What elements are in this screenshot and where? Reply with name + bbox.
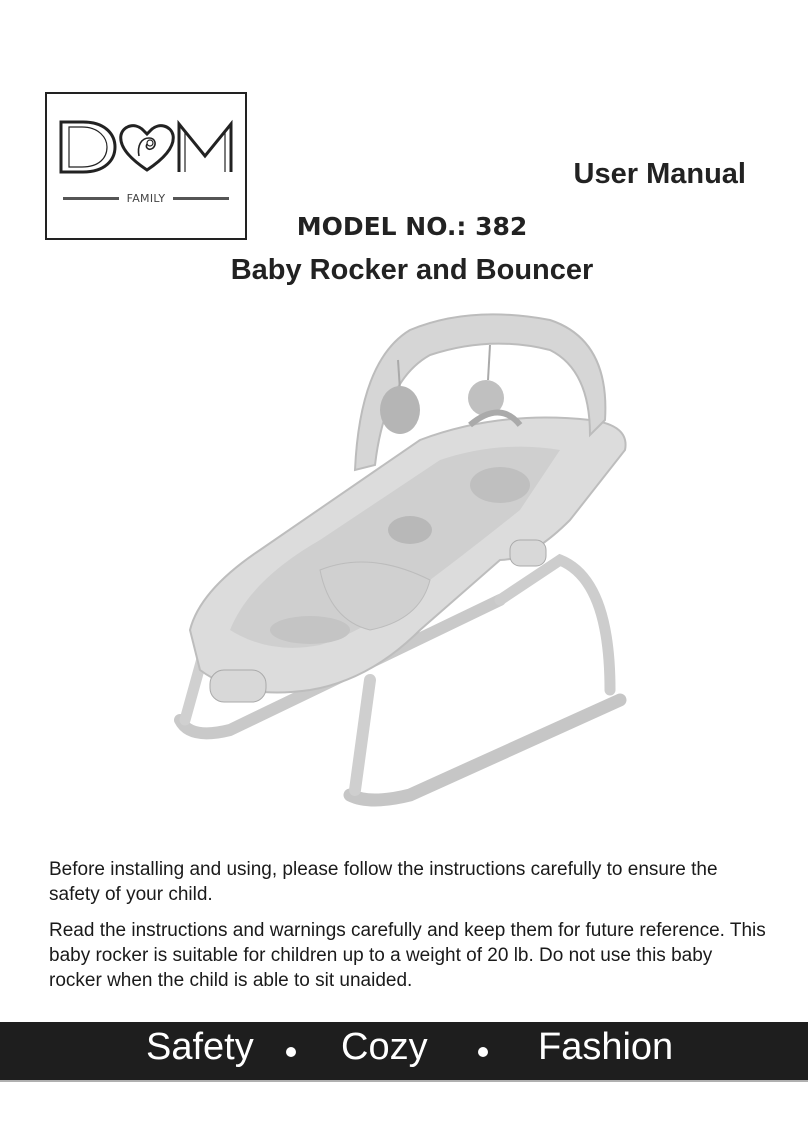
logo-subtitle bbox=[47, 190, 245, 206]
product-name: Baby Rocker and Bouncer bbox=[230, 254, 594, 286]
logo-rule-left bbox=[63, 197, 119, 200]
footer-band bbox=[0, 1022, 808, 1082]
model-number: MODEL NO.: 382 bbox=[296, 212, 528, 241]
footer-word-safety: Safety bbox=[146, 1026, 254, 1068]
user-manual-title: User Manual bbox=[573, 158, 746, 190]
warning-paragraph: Read the instructions and warnings carefully and keep them for future reference. This baby rocker is suitable for children up to a weight of 20 lb. Do not use this baby rocker when the child is able to sit unaided. bbox=[49, 920, 766, 991]
footer-word-fashion: Fashion bbox=[538, 1026, 674, 1068]
bullet-dot bbox=[286, 1047, 296, 1057]
footer-word-cozy: Cozy bbox=[341, 1026, 428, 1068]
logo-family-text: FAMILY bbox=[126, 191, 166, 205]
baby-rocker-product-image bbox=[170, 300, 640, 812]
dom-logo-mark bbox=[57, 116, 237, 178]
logo-rule-right bbox=[173, 197, 229, 200]
bullet-dot bbox=[478, 1047, 488, 1057]
intro-paragraph: Before installing and using, please follow the instructions carefully to ensure the safety of your child. bbox=[49, 859, 718, 905]
